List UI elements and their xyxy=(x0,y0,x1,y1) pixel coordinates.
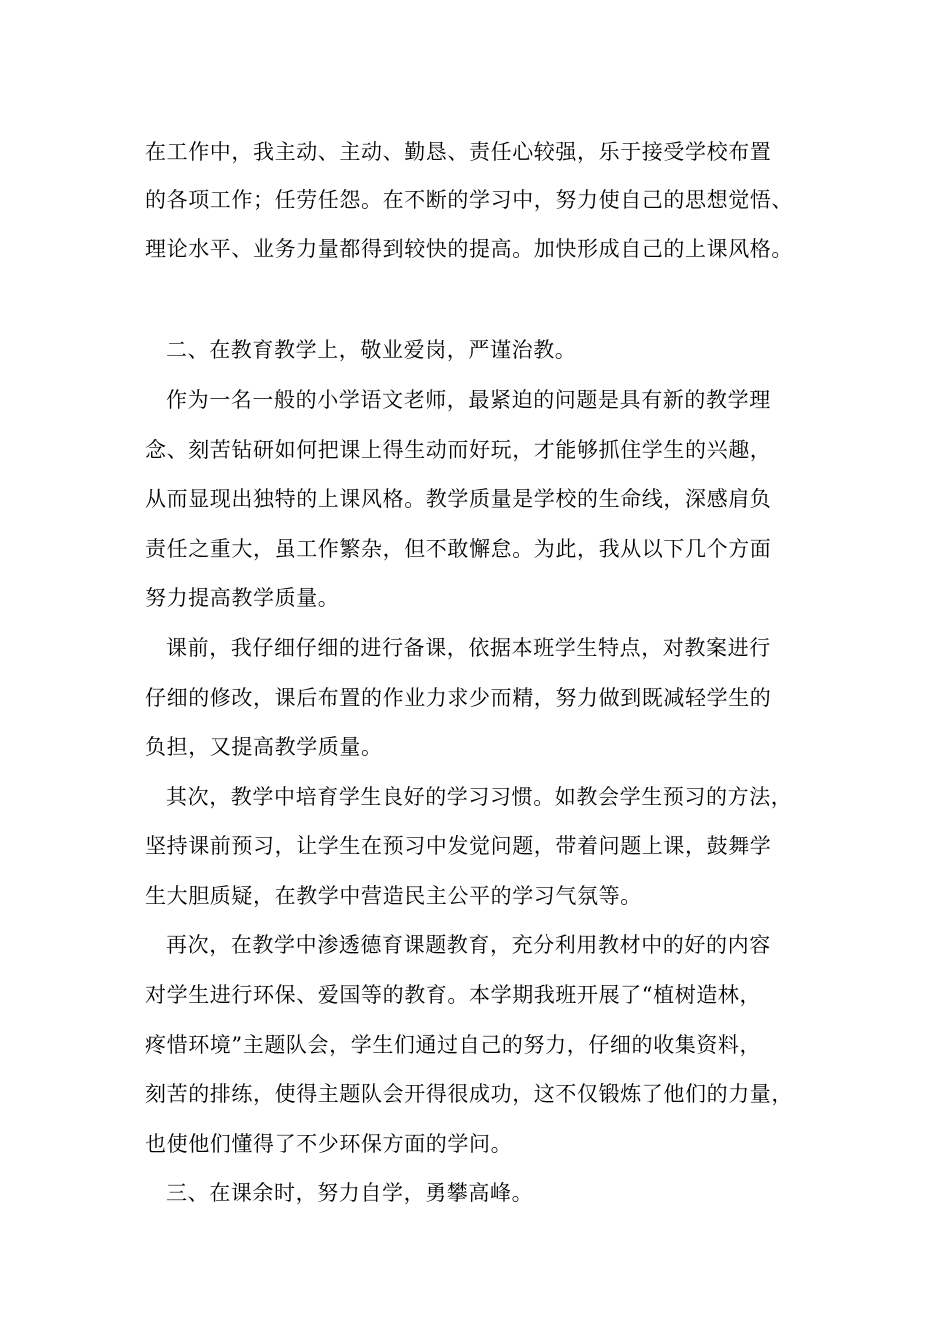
text-line: 再次，在教学中渗透德育课题教育，充分利用教材中的好的内容 xyxy=(166,933,771,957)
text-line: 责任之重大，虽工作繁杂，但不敢懈怠。为此，我从以下几个方面 xyxy=(145,537,772,561)
text-line: 念、刻苦钻研如何把课上得生动而好玩，才能够抓住学生的兴趣， xyxy=(145,438,772,462)
text-line: 课前，我仔细仔细的进行备课，依据本班学生特点，对教案进行 xyxy=(166,636,771,660)
text-line: 作为一名一般的小学语文老师，最紧迫的问题是具有新的教学理 xyxy=(166,388,771,412)
text-line: 也使他们懂得了不少环保方面的学问。 xyxy=(145,1132,513,1156)
text-line: 努力提高教学质量。 xyxy=(145,586,340,610)
text-line: 生大胆质疑，在教学中营造民主公平的学习气氛等。 xyxy=(145,884,642,908)
text-line: 其次，教学中培育学生良好的学习习惯。如教会学生预习的方法， xyxy=(166,785,793,809)
text-line: 疼惜环境”主题队会，学生们通过自己的努力，仔细的收集资料， xyxy=(145,1033,762,1057)
text-line: 的各项工作；任劳任怨。在不断的学习中，努力使自己的思想觉悟、 xyxy=(145,188,793,212)
text-line: 从而显现出独特的上课风格。教学质量是学校的生命线，深感肩负 xyxy=(145,487,772,511)
section-heading: 三、在课余时，努力自学，勇攀高峰。 xyxy=(166,1181,534,1205)
text-line: 理论水平、业务力量都得到较快的提高。加快形成自己的上课风格。 xyxy=(145,237,793,261)
text-line: 仔细的修改，课后布置的作业力求少而精，努力做到既减轻学生的 xyxy=(145,686,772,710)
text-line: 刻苦的排练，使得主题队会开得很成功，这不仅锻炼了他们的力量， xyxy=(145,1082,793,1106)
text-line: 坚持课前预习，让学生在预习中发觉问题，带着问题上课，鼓舞学 xyxy=(145,834,772,858)
section-heading: 二、在教育教学上，敬业爱岗，严谨治教。 xyxy=(166,338,577,362)
text-line: 负担，又提高教学质量。 xyxy=(145,735,383,759)
text-line: 对学生进行环保、爱国等的教育。本学期我班开展了“植树造林， xyxy=(145,983,762,1007)
text-line: 在工作中，我主动、主动、勤恳、责任心较强，乐于接受学校布置 xyxy=(145,140,772,164)
